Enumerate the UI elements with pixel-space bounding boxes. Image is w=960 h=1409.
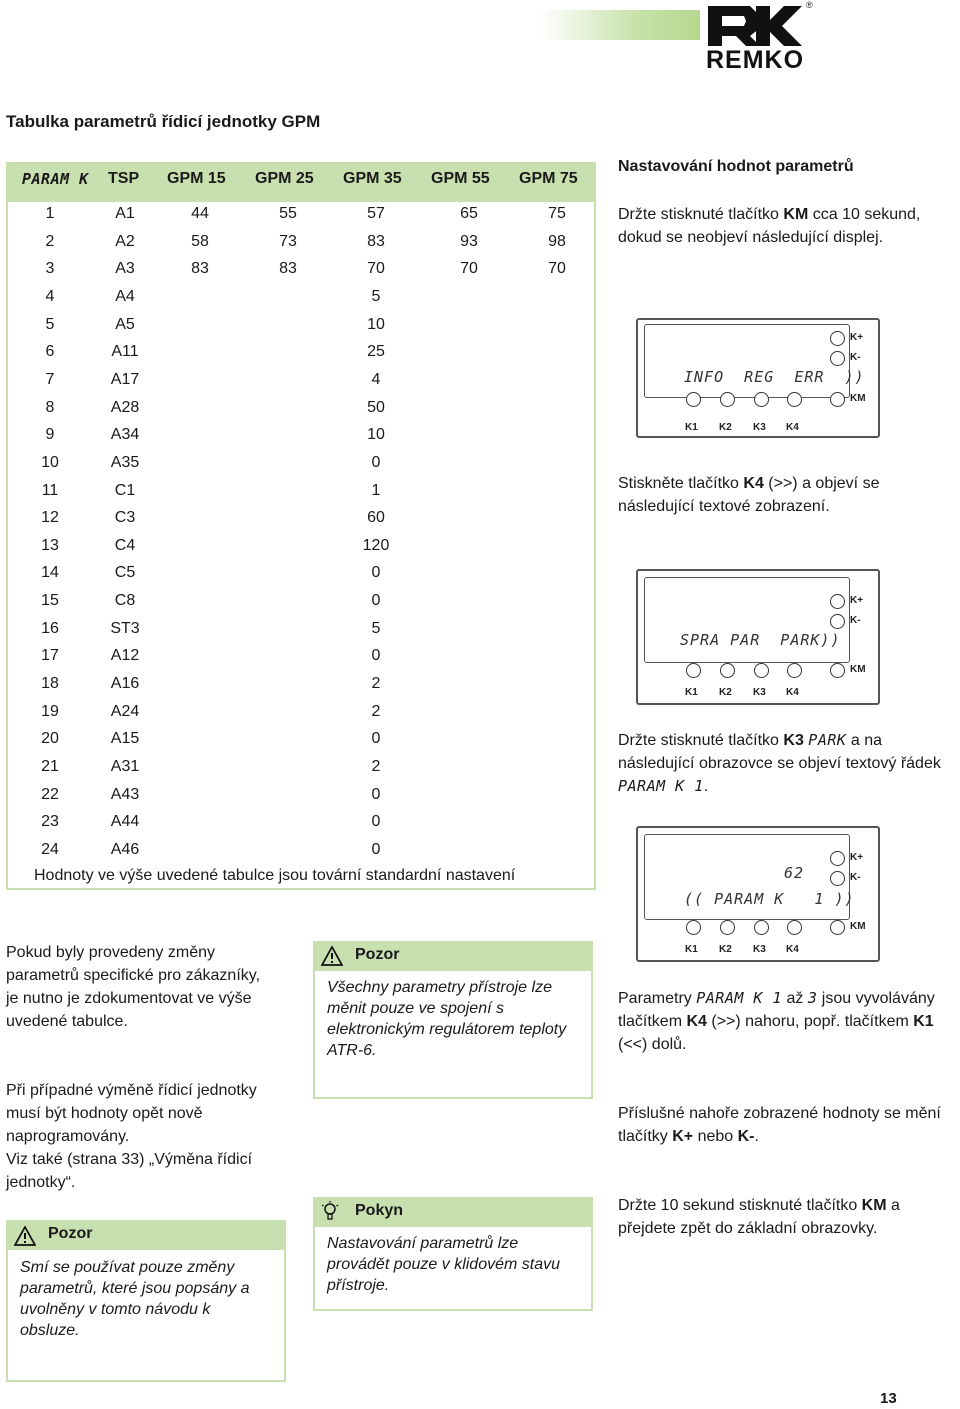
instruction-2: Stiskněte tlačítko K4 (>>) a objeví se následující textové zobrazení. (618, 475, 880, 515)
table-cell: A24 (110, 702, 140, 720)
table-cell: 83 (367, 232, 385, 250)
button-label-k1: K1 (685, 687, 698, 698)
table-cell: A1 (115, 205, 135, 222)
button-label-k1: K1 (685, 944, 698, 955)
button-label-kplus: K+ (850, 332, 864, 343)
lcd-text: (( PARAM K 1 )) (684, 890, 855, 908)
button-label-k4: K4 (786, 944, 799, 955)
table-cell: 4 (371, 370, 381, 388)
table-cell: A12 (110, 647, 140, 665)
button-label-k1: K1 (685, 422, 698, 433)
column-header-gpm55: GPM 55 (431, 170, 490, 187)
table-cell: 50 (367, 398, 385, 416)
button-kminus[interactable] (830, 614, 845, 629)
table-cell: 70 (548, 260, 566, 278)
table-cell: 58 (191, 232, 209, 250)
table-cell: 0 (371, 785, 381, 803)
column-header-gpm75: GPM 75 (519, 170, 578, 187)
lcd-text: SPRA PAR PARK)) (680, 631, 841, 649)
header-decoration (540, 10, 700, 40)
table-cell: A43 (110, 785, 140, 803)
table-cell: 18 (41, 675, 59, 693)
button-kplus[interactable] (830, 594, 845, 609)
instruction-6: Držte 10 sekund stisknuté tlačítko KM a přejdete zpět do základní obrazovky. (618, 1197, 900, 1237)
table-cell: 25 (367, 343, 385, 361)
table-cell: 21 (41, 758, 59, 775)
button-label-k4: K4 (786, 422, 799, 433)
table-cell: A31 (110, 758, 140, 775)
table-cell: A17 (110, 370, 140, 388)
button-k1[interactable] (686, 392, 701, 407)
registered-mark: ® (806, 0, 813, 10)
table-cell: 0 (371, 840, 381, 858)
table-cell: 2 (371, 702, 381, 720)
button-k1[interactable] (686, 920, 701, 935)
button-k3[interactable] (754, 663, 769, 678)
button-km[interactable] (830, 920, 845, 935)
table-cell: 12 (41, 509, 59, 527)
warning-text: Smí se používat pouze změny parametrů, které jsou popsány a uvolněny v tomto návodu k obsluze. (20, 1259, 250, 1339)
table-cell: 7 (45, 370, 55, 388)
table-cell: A3 (115, 260, 135, 278)
table-cell: 55 (279, 205, 297, 222)
warning-icon (321, 946, 343, 966)
table-cell: 10 (367, 426, 385, 444)
instruction-5: Příslušné nahoře zobrazené hodnoty se mění tlačítky K+ nebo K-. (618, 1105, 941, 1145)
column-header-gpm25: GPM 25 (255, 170, 314, 187)
logo-text: REMKO (705, 46, 805, 74)
button-k3[interactable] (754, 392, 769, 407)
instruction-4: Parametry PARAM K 1 až 3 jsou vyvolávány tlačítkem K4 (>>) nahoru, popř. tlačítkem K1 (<<) dolů. (618, 989, 935, 1053)
button-k1[interactable] (686, 663, 701, 678)
table-cell: 13 (41, 536, 59, 554)
replacement-note: Při případné výměně řídicí jednotky musí být hodnoty opět nově naprogramovány. (6, 1082, 257, 1145)
table-cell: 3 (45, 260, 55, 278)
warning-text: Všechny parametry přístroje lze měnit pouze ve spojení s elektronickým regulátorem teploty ATR-6. (327, 979, 567, 1059)
section-heading: Nastavování hodnot parametrů (618, 158, 854, 175)
table-cell: 15 (41, 592, 59, 610)
table-cell: A16 (110, 675, 140, 693)
table-cell: 120 (362, 536, 390, 554)
warning-title: Pozor (48, 1225, 93, 1242)
lcd-text: INFO REG ERR )) (684, 368, 865, 386)
button-label-kminus: K- (850, 872, 861, 883)
table-cell: A2 (115, 232, 135, 250)
table-cell: 60 (367, 509, 385, 527)
table-cell: 20 (41, 730, 59, 748)
button-label-km: KM (850, 393, 866, 404)
table-cell: 10 (41, 453, 59, 471)
table-cell: 10 (367, 315, 385, 333)
table-cell: 16 (41, 619, 59, 637)
column-header-tsp: TSP (108, 170, 140, 187)
table-cell: 57 (367, 205, 385, 222)
table-cell: 4 (45, 287, 55, 305)
warning-title: Pozor (355, 946, 400, 963)
table-cell: 0 (371, 564, 381, 582)
lcd-value: 62 (784, 864, 805, 882)
table-cell: 2 (45, 232, 55, 250)
table-cell: ST3 (110, 619, 140, 637)
table-cell: 23 (41, 813, 59, 831)
instruction-1: Držte stisknuté tlačítko KM cca 10 sekund, dokud se neobjeví následující displej. (618, 206, 921, 246)
table-cell: 1 (45, 205, 55, 222)
button-label-kminus: K- (850, 615, 861, 626)
table-cell: 2 (371, 675, 381, 693)
table-cell: A46 (110, 840, 140, 858)
table-cell: 14 (41, 564, 59, 582)
table-cell: 44 (191, 205, 209, 222)
note-text: Nastavování parametrů lze provádět pouze v klidovém stavu přístroje. (327, 1235, 561, 1294)
table-cell: 0 (371, 453, 381, 471)
button-k4[interactable] (787, 920, 802, 935)
table-footnote: Hodnoty ve výše uvedené tabulce jsou tovární standardní nastavení (34, 867, 516, 884)
table-cell: A11 (111, 343, 139, 361)
table-cell: C1 (114, 481, 136, 499)
note-title: Pokyn (355, 1202, 404, 1219)
table-cell: 98 (548, 232, 566, 250)
table-cell: 1 (371, 481, 381, 499)
table-cell: A44 (110, 813, 140, 831)
table-cell: A34 (110, 426, 140, 444)
controller-display-1 (636, 314, 880, 434)
table-cell: 93 (460, 232, 478, 250)
table-cell: A28 (110, 398, 140, 416)
table-cell: 6 (45, 343, 55, 361)
column-header-param: PARAM K (22, 170, 89, 188)
table-cell: C5 (114, 564, 136, 582)
table-cell: 0 (371, 813, 381, 831)
button-label-kplus: K+ (850, 852, 864, 863)
button-k3[interactable] (754, 920, 769, 935)
button-kplus[interactable] (830, 331, 845, 346)
button-k4[interactable] (787, 392, 802, 407)
table-cell: 75 (548, 205, 566, 222)
table-cell: 83 (279, 260, 297, 278)
button-label-k2: K2 (719, 687, 732, 698)
table-cell: 5 (371, 619, 381, 637)
button-label-k2: K2 (719, 944, 732, 955)
table-cell: 0 (371, 647, 381, 665)
button-label-k4: K4 (786, 687, 799, 698)
warning-icon (14, 1226, 36, 1246)
button-km[interactable] (830, 392, 845, 407)
table-cell: A15 (110, 730, 140, 748)
table-cell: 5 (371, 287, 381, 305)
button-k4[interactable] (787, 663, 802, 678)
table-cell: 83 (191, 260, 209, 278)
column-header-gpm35: GPM 35 (343, 170, 402, 187)
table-cell: 70 (367, 260, 385, 278)
button-km[interactable] (830, 663, 845, 678)
table-cell: A4 (115, 287, 135, 305)
table-cell: C3 (114, 509, 136, 527)
button-label-kplus: K+ (850, 595, 864, 606)
button-k2[interactable] (720, 392, 735, 407)
column-header-gpm15: GPM 15 (167, 170, 226, 187)
button-kplus[interactable] (830, 851, 845, 866)
button-label-kminus: K- (850, 352, 861, 363)
button-label-k2: K2 (719, 422, 732, 433)
button-label-k3: K3 (753, 944, 766, 955)
table-cell: 9 (45, 426, 55, 444)
documentation-note: Pokud byly provedeny změny parametrů specifické pro zákazníky, je nutno je zdokumentovat ve výše uvedené tabulce. (6, 944, 261, 1030)
table-cell: 19 (41, 702, 59, 720)
page-title: Tabulka parametrů řídicí jednotky GPM (6, 112, 321, 131)
lightbulb-icon (321, 1201, 339, 1223)
see-also-note: Viz také (strana 33) „Výměna řídicí jednotky“. (6, 1151, 253, 1191)
table-cell: 73 (279, 232, 297, 250)
table-cell: 65 (460, 205, 478, 222)
table-cell: 8 (45, 398, 55, 416)
table-cell: 24 (41, 840, 59, 858)
button-kminus[interactable] (830, 351, 845, 366)
table-cell: 2 (371, 758, 381, 775)
table-cell: 0 (371, 730, 381, 748)
button-label-k3: K3 (753, 422, 766, 433)
button-label-k3: K3 (753, 687, 766, 698)
table-cell: 11 (41, 481, 59, 499)
table-cell: 70 (460, 260, 478, 278)
table-cell: 17 (41, 647, 59, 665)
page-number: 13 (880, 1390, 897, 1407)
table-cell: A35 (110, 453, 140, 471)
instruction-3: Držte stisknuté tlačítko K3 PARK a na následující obrazovce se objeví textový řádek PARAM K 1. (618, 731, 941, 795)
button-kminus[interactable] (830, 871, 845, 886)
table-cell: A5 (115, 315, 135, 333)
button-k2[interactable] (720, 663, 735, 678)
table-cell: 0 (371, 592, 381, 610)
table-cell: 22 (41, 785, 59, 803)
button-label-km: KM (850, 664, 866, 675)
table-cell: C8 (114, 592, 136, 610)
table-cell: 5 (45, 315, 55, 333)
button-k2[interactable] (720, 920, 735, 935)
table-cell: C4 (114, 536, 136, 554)
button-label-km: KM (850, 921, 866, 932)
